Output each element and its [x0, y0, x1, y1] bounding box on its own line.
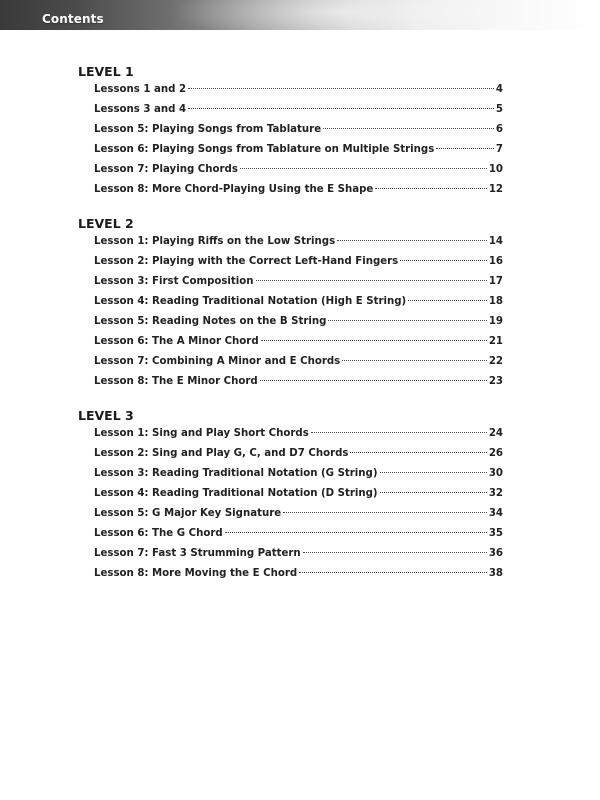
toc-entry[interactable]	[94, 124, 503, 144]
toc-entry[interactable]	[94, 276, 503, 296]
toc-entry[interactable]	[94, 508, 503, 528]
toc-entry-page: 7	[495, 144, 503, 155]
toc-entry[interactable]	[94, 568, 503, 588]
toc-entry[interactable]	[94, 256, 503, 276]
toc-entry-title: Lesson 7: Combining A Minor and E Chords	[94, 356, 341, 367]
dot-leader	[283, 512, 487, 513]
toc-entry-page: 26	[488, 448, 503, 459]
toc-entry-title: Lesson 6: The G Chord	[94, 528, 223, 539]
dot-leader	[375, 188, 486, 189]
level-section	[78, 408, 503, 588]
toc-entry-page: 12	[488, 184, 503, 195]
toc-entry-page: 14	[488, 236, 503, 247]
toc-entry-page: 19	[488, 316, 503, 327]
toc-entry[interactable]	[94, 184, 503, 204]
toc-entry-title: Lesson 2: Sing and Play G, C, and D7 Chords	[94, 448, 349, 459]
toc-entry-page: 23	[488, 376, 503, 387]
dot-leader	[436, 148, 494, 149]
level-section	[78, 64, 503, 204]
toc-entry-title: Lesson 7: Playing Chords	[94, 164, 238, 175]
dot-leader	[342, 360, 487, 361]
toc-entry[interactable]	[94, 164, 503, 184]
toc-entry-title: Lesson 1: Sing and Play Short Chords	[94, 428, 309, 439]
dot-leader	[323, 128, 494, 129]
toc-entry[interactable]	[94, 336, 503, 356]
dot-leader	[299, 572, 487, 573]
dot-leader	[240, 168, 487, 169]
dot-leader	[261, 340, 487, 341]
dot-leader	[400, 260, 487, 261]
toc-entry[interactable]	[94, 448, 503, 468]
toc-entry-title: Lesson 5: G Major Key Signature	[94, 508, 282, 519]
toc-entry-title: Lesson 3: First Composition	[94, 276, 254, 287]
toc-entry-title: Lesson 7: Fast 3 Strumming Pattern	[94, 548, 301, 559]
toc-entry-title: Lessons 3 and 4	[94, 104, 187, 115]
toc-entry[interactable]	[94, 104, 503, 124]
dot-leader	[311, 432, 487, 433]
dot-leader	[380, 472, 487, 473]
toc-entry-page: 36	[488, 548, 503, 559]
toc-entry-page: 17	[488, 276, 503, 287]
toc-entry-title: Lesson 5: Reading Notes on the B String	[94, 316, 327, 327]
dot-leader	[303, 552, 487, 553]
level-heading: LEVEL 1	[78, 64, 134, 79]
toc-entry-title: Lesson 8: The E Minor Chord	[94, 376, 258, 387]
toc-entry-title: Lesson 4: Reading Traditional Notation (D String)	[94, 488, 378, 499]
toc-entry-title: Lesson 8: More Chord-Playing Using the E Shape	[94, 184, 374, 195]
toc-entry-page: 24	[488, 428, 503, 439]
dot-leader	[380, 492, 487, 493]
toc-entry-page: 4	[495, 84, 503, 95]
toc-entry[interactable]	[94, 428, 503, 448]
dot-leader	[408, 300, 487, 301]
toc-entry-page: 35	[488, 528, 503, 539]
toc-entry[interactable]	[94, 376, 503, 396]
level-heading: LEVEL 2	[78, 216, 134, 231]
toc-entry-title: Lesson 6: The A Minor Chord	[94, 336, 259, 347]
toc-entry-title: Lesson 8: More Moving the E Chord	[94, 568, 298, 579]
banner-swoosh	[170, 0, 510, 30]
toc-entry-title: Lesson 5: Playing Songs from Tablature	[94, 124, 322, 135]
level-heading: LEVEL 3	[78, 408, 134, 423]
table-of-contents	[78, 64, 503, 600]
toc-entry[interactable]	[94, 528, 503, 548]
toc-entry[interactable]	[94, 488, 503, 508]
toc-entry[interactable]	[94, 316, 503, 336]
dot-leader	[328, 320, 486, 321]
toc-entry[interactable]	[94, 468, 503, 488]
dot-leader	[188, 108, 494, 109]
toc-entry-page: 22	[488, 356, 503, 367]
toc-entry-page: 38	[488, 568, 503, 579]
dot-leader	[256, 280, 487, 281]
toc-entry-page: 18	[488, 296, 503, 307]
dot-leader	[337, 240, 487, 241]
toc-entry-page: 6	[495, 124, 503, 135]
toc-entry[interactable]	[94, 356, 503, 376]
toc-entry[interactable]	[94, 144, 503, 164]
toc-entry-page: 5	[495, 104, 503, 115]
dot-leader	[225, 532, 487, 533]
toc-entry-title: Lesson 4: Reading Traditional Notation (High E String)	[94, 296, 407, 307]
toc-entry[interactable]	[94, 296, 503, 316]
toc-entry[interactable]	[94, 236, 503, 256]
level-section	[78, 216, 503, 396]
page-title: Contents	[42, 12, 104, 26]
toc-entry-title: Lessons 1 and 2	[94, 84, 187, 95]
toc-entry-page: 30	[488, 468, 503, 479]
toc-entry-title: Lesson 6: Playing Songs from Tablature on Multiple Strings	[94, 144, 435, 155]
toc-entry-page: 21	[488, 336, 503, 347]
toc-entry-page: 32	[488, 488, 503, 499]
dot-leader	[260, 380, 487, 381]
toc-entry-title: Lesson 3: Reading Traditional Notation (G String)	[94, 468, 378, 479]
toc-entry-page: 16	[488, 256, 503, 267]
dot-leader	[350, 452, 486, 453]
toc-entry[interactable]	[94, 84, 503, 104]
toc-entry-title: Lesson 1: Playing Riffs on the Low Strings	[94, 236, 336, 247]
toc-entry-page: 10	[488, 164, 503, 175]
toc-entry-page: 34	[488, 508, 503, 519]
dot-leader	[188, 88, 494, 89]
toc-entry-title: Lesson 2: Playing with the Correct Left-Hand Fingers	[94, 256, 399, 267]
toc-entry[interactable]	[94, 548, 503, 568]
